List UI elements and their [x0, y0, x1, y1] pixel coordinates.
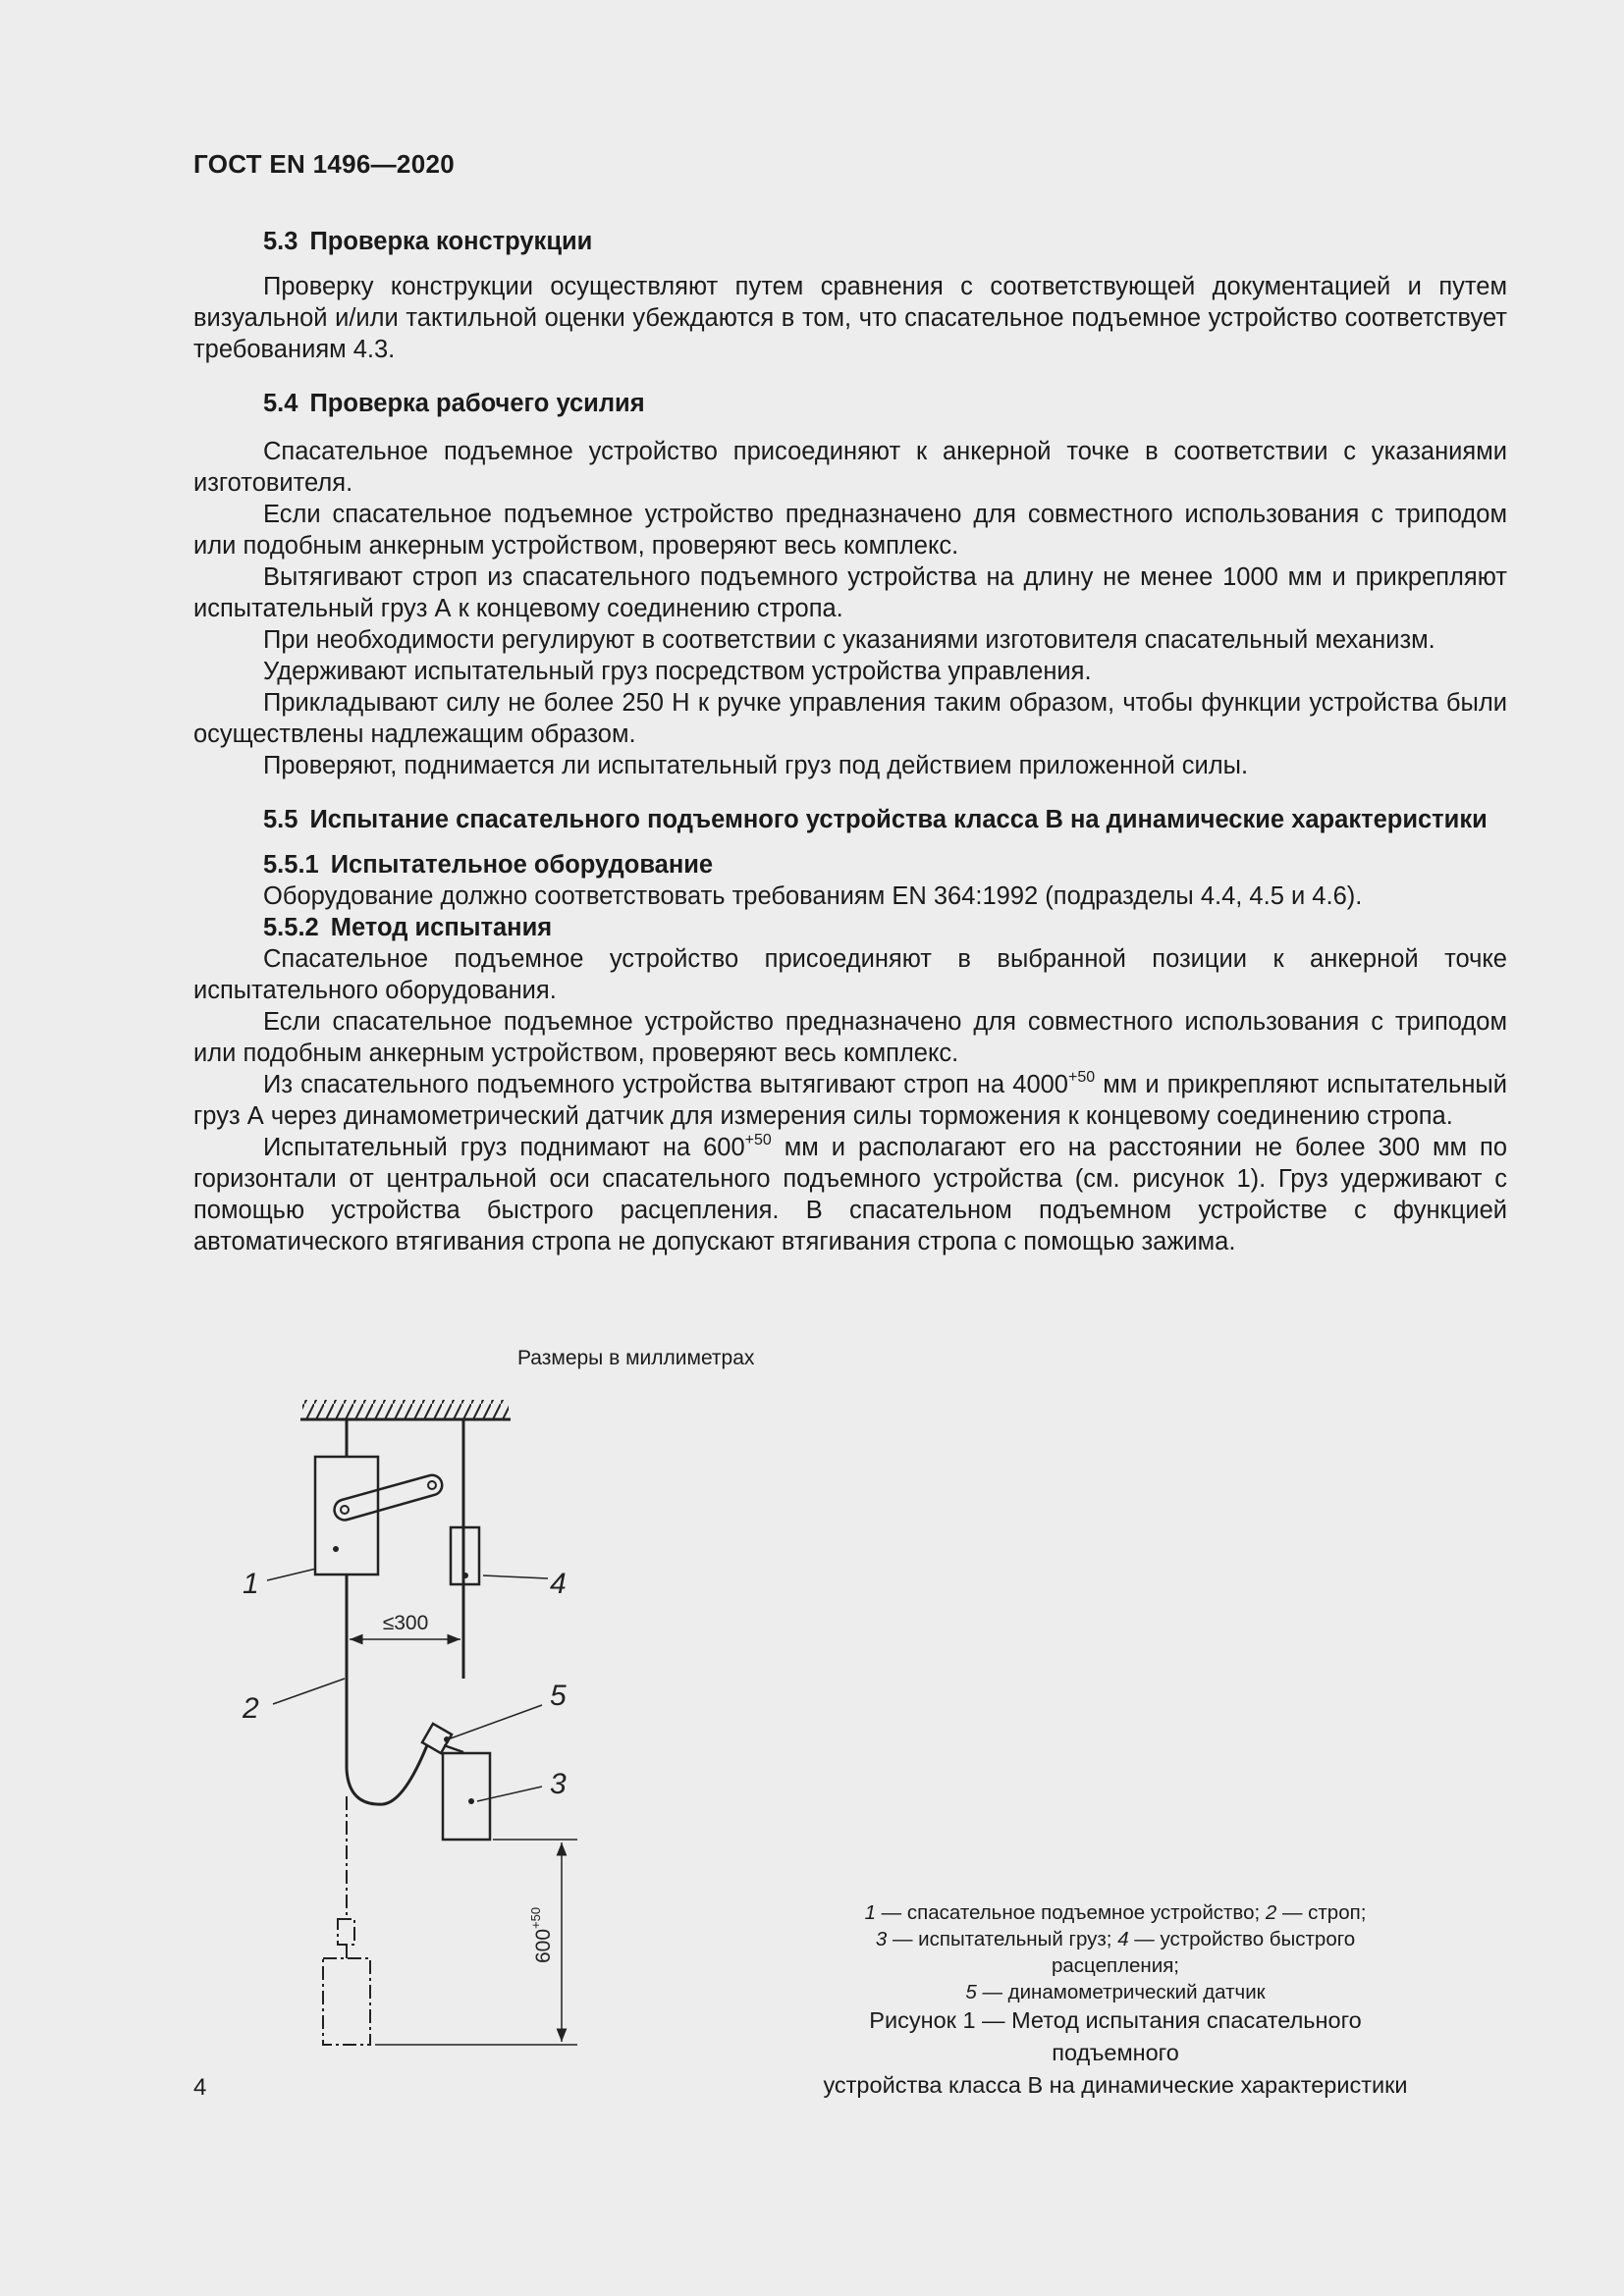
- section-number: 5.4: [263, 390, 298, 417]
- center-axis-phantom: [323, 1796, 370, 2045]
- section-title: Испытание спасательного подъемного устройства класса В на динамические характеристики: [309, 806, 1488, 833]
- test-mass: [443, 1753, 490, 1840]
- text-run: мм и располагают его на расстоянии не более 300 мм по горизонтали от центральной оси спасательного подъемного устройства (см. рисунок 1). Груз удерживают с помощью устройства быстрого расцепления. В спасательном подъемном устройстве с функцией автоматического втягивания стропа не допускают втягивания стропа с помощью зажима.: [193, 1134, 1507, 1255]
- dimension-horizontal: [350, 1612, 460, 1639]
- dimension-tolerance: +50: [528, 1906, 543, 1929]
- paragraph: Спасательное подъемное устройство присоединяют в выбранной позиции к анкерной точке испытательного оборудования.: [193, 945, 1507, 1004]
- ceiling-anchor: [300, 1400, 511, 1419]
- callout-3: 3: [550, 1768, 567, 1800]
- document-header: ГОСТ EN 1496—2020: [193, 149, 455, 179]
- caption-line: устройства класса В на динамические характеристики: [823, 2072, 1408, 2098]
- subsection-title: Испытательное оборудование: [330, 851, 714, 879]
- callout-1: 1: [243, 1568, 259, 1600]
- paragraph: [193, 1069, 1507, 1132]
- dimension-label-300: ≤300: [382, 1612, 429, 1634]
- subsection-heading-5-5-2: [193, 912, 1507, 943]
- lanyard: [347, 1575, 427, 1804]
- rescue-lifting-device: [315, 1457, 442, 1575]
- paragraph: Проверку конструкции осуществляют путем сравнения с соответствующей документацией и путем визуальной и/или тактильной оценки убеждаются в том, что спасательное подъемное устройство соответствует требованиям 4.3.: [193, 273, 1507, 363]
- text-run: мм и прикрепляют испытательный груз А через динамометрический датчик для измерения силы торможения к концевому соединению стропа.: [193, 1071, 1507, 1130]
- legend-text: — испытательный груз;: [887, 1928, 1118, 1950]
- callout-2: 2: [243, 1692, 259, 1725]
- paragraph: Удерживают испытательный груз посредством устройства управления.: [263, 658, 1092, 685]
- dimensions-note: Размеры в миллиметрах: [517, 1347, 755, 1369]
- paragraph: Оборудование должно соответствовать требованиям EN 364:1992 (подразделы 4.4, 4.5 и 4.6).: [263, 882, 1363, 910]
- figure-caption: [811, 2004, 1420, 2102]
- test-setup-figure: [226, 1384, 619, 2071]
- legend-text: — динамометрический датчик: [976, 1981, 1266, 2003]
- body-text: [193, 226, 1507, 1257]
- legend-text: — устройство быстрого расцепления;: [1052, 1928, 1356, 1977]
- legend-line: [811, 1979, 1420, 2005]
- text-run: Испытательный груз поднимают на 600: [263, 1134, 745, 1161]
- section-title: Проверка конструкции: [309, 228, 593, 255]
- legend-key: 4: [1117, 1928, 1129, 1950]
- load-cell: [422, 1724, 463, 1753]
- callout-4: 4: [550, 1568, 567, 1600]
- superscript: +50: [1068, 1068, 1096, 1086]
- subsection-number: 5.5.1: [263, 851, 319, 879]
- legend-key: 3: [875, 1928, 888, 1950]
- section-number: 5.5: [263, 806, 298, 833]
- dimension-vertical: [375, 1840, 577, 2045]
- subsection-title: Метод испытания: [330, 914, 553, 941]
- section-number: 5.3: [263, 228, 298, 255]
- legend-text: — спасательное подъемное устройство;: [875, 1901, 1266, 1924]
- section-heading-5-4: [193, 388, 1507, 419]
- paragraph: Проверяют, поднимается ли испытательный груз под действием приложенной силы.: [263, 752, 1249, 779]
- text-run: Из спасательного подъемного устройства вытягивают строп на 4000: [263, 1071, 1068, 1098]
- paragraph: Прикладывают силу не более 250 Н к ручке управления таким образом, чтобы функции устройства были осуществлены надлежащим образом.: [193, 689, 1507, 748]
- section-heading-5-3: [193, 226, 1507, 257]
- page-number: 4: [193, 2074, 207, 2101]
- legend-line: [811, 1926, 1420, 1979]
- legend-key: 2: [1265, 1901, 1277, 1924]
- legend-key: 1: [864, 1901, 876, 1924]
- legend-line: [811, 1899, 1420, 1926]
- figure-legend: [811, 1899, 1420, 2005]
- paragraph: Спасательное подъемное устройство присоединяют к анкерной точке в соответствии с указаниями изготовителя.: [193, 438, 1507, 497]
- paragraph: Если спасательное подъемное устройство предназначено для совместного использования с триподом или подобным анкерным устройством, проверяют весь комплекс.: [193, 501, 1507, 560]
- section-title: Проверка рабочего усилия: [309, 390, 645, 417]
- paragraph: Вытягивают строп из спасательного подъемного устройства на длину не менее 1000 мм и прикрепляют испытательный груз А к концевому соединению стропа.: [193, 563, 1507, 622]
- legend-text: — строп;: [1276, 1901, 1367, 1924]
- dimension-label-600: 600: [532, 1928, 555, 1963]
- subsection-number: 5.5.2: [263, 914, 319, 941]
- section-heading-5-5: [193, 804, 1507, 835]
- callouts: [267, 1569, 548, 1801]
- callout-5: 5: [550, 1680, 567, 1712]
- paragraph: [193, 1132, 1507, 1257]
- paragraph: Если спасательное подъемное устройство предназначено для совместного использования с триподом или подобным анкерным устройством, проверяют весь комплекс.: [193, 1008, 1507, 1067]
- legend-key: 5: [965, 1981, 977, 2003]
- superscript: +50: [744, 1131, 772, 1148]
- svg-text:600+50: [528, 1907, 555, 1963]
- subsection-heading-5-5-1: [193, 849, 1507, 881]
- paragraph: При необходимости регулируют в соответствии с указаниями изготовителя спасательный механизм.: [263, 626, 1435, 654]
- caption-line: Рисунок 1 — Метод испытания спасательного подъемного: [869, 2007, 1362, 2065]
